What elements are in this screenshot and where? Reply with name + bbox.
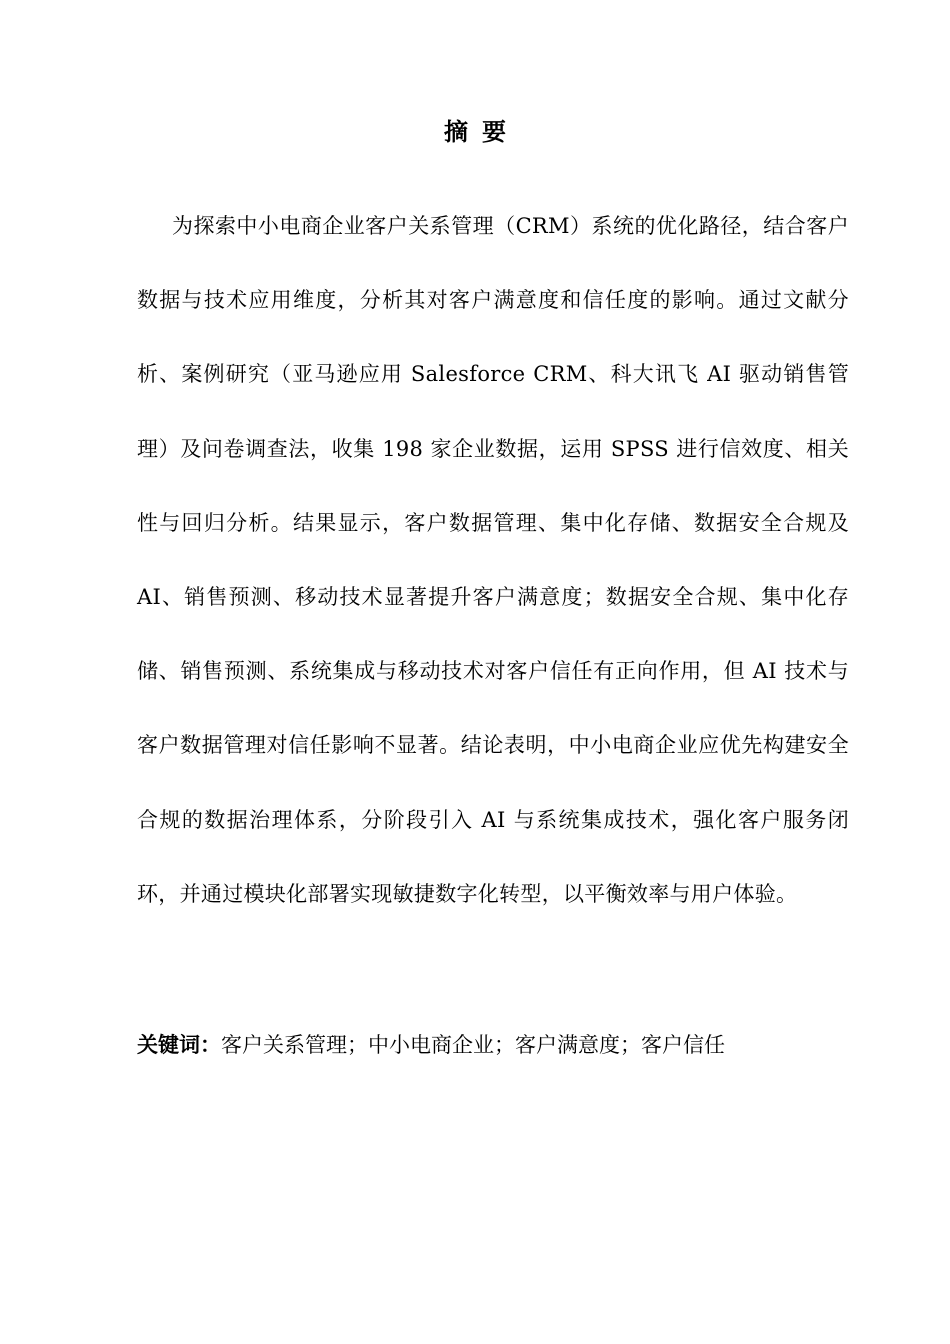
keywords-label: 关键词： xyxy=(137,1033,221,1057)
keywords-list: 客户关系管理；中小电商企业；客户满意度；客户信任 xyxy=(221,1033,725,1057)
abstract-body: 为探索中小电商企业客户关系管理（CRM）系统的优化路径，结合客户数据与技术应用维度，分析其对客户满意度和信任度的影响。通过文献分析、案例研究（亚马逊应用 Salesforce CRM、科大讯飞 AI 驱动销售管理）及问卷调查法，收集 198 家企业数据，运用 SPSS 进行信效度、相关性与回归分析。结果显示，客户数据管理、集中化存储、数据安全合规及 AI、销售预测、移动技术显著提升客户满意度；数据安全合规、集中化存储、销售预测、系统集成与移动技术对客户信任有正向作用，但 AI 技术与客户数据管理对信任影响不显著。结论表明，中小电商企业应优先构建安全合规的数据治理体系，分阶段引入 AI 与系统集成技术，强化客户服务闭环，并通过模块化部署实现敏捷数字化转型，以平衡效率与用户体验。 xyxy=(137,214,849,906)
abstract-title: 摘要 xyxy=(444,118,520,146)
keywords-line xyxy=(137,1025,849,1065)
